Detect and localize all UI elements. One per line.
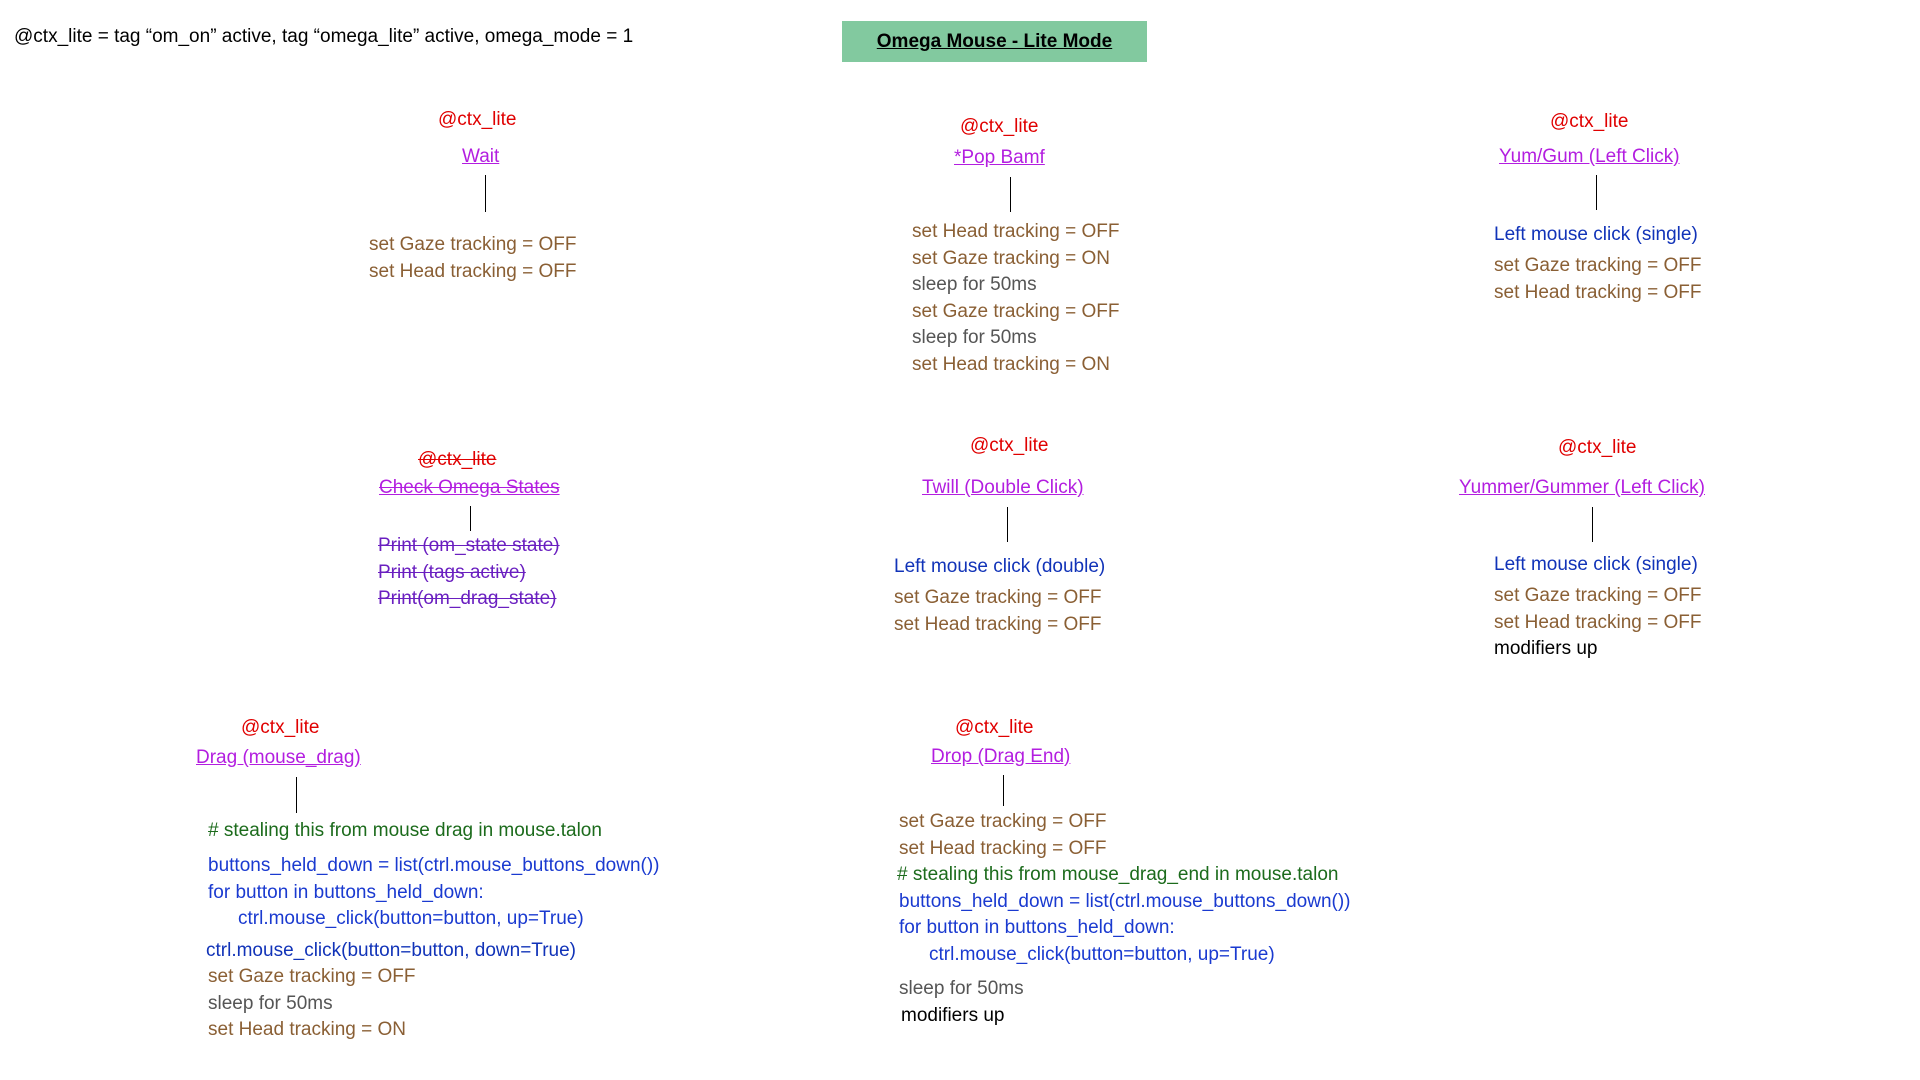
node-drop-command: Drop (Drag End) bbox=[931, 746, 1071, 767]
context-legend: @ctx_lite = tag “om_on” active, tag “omega_lite” active, omega_mode = 1 bbox=[14, 26, 634, 47]
connector-line bbox=[1007, 507, 1008, 542]
connector-line bbox=[1010, 177, 1011, 212]
node-twill-actions bbox=[894, 554, 1105, 638]
connector-line bbox=[1596, 175, 1597, 210]
action-line: sleep for 50ms bbox=[899, 978, 1024, 999]
node-check-states-actions bbox=[378, 533, 560, 613]
action-line: Left mouse click (double) bbox=[894, 556, 1106, 577]
action-line: set Gaze tracking = OFF bbox=[1494, 255, 1702, 276]
action-line: modifiers up bbox=[1494, 638, 1598, 659]
code-line: for button in buttons_held_down: bbox=[899, 917, 1175, 938]
node-yummer-gummer-actions bbox=[1494, 552, 1702, 663]
node-check-states-command: Check Omega States bbox=[379, 477, 560, 498]
node-pop-bamf-context: @ctx_lite bbox=[960, 116, 1039, 137]
action-line: set Head tracking = OFF bbox=[369, 260, 577, 282]
code-line: ctrl.mouse_click(button=button, up=True) bbox=[929, 943, 1275, 965]
code-line: buttons_held_down = list(ctrl.mouse_buttons_down()) bbox=[899, 890, 1351, 912]
action-line: set Gaze tracking = OFF bbox=[1494, 585, 1702, 606]
node-check-states-context: @ctx_lite bbox=[418, 449, 497, 470]
node-drop-actions bbox=[899, 809, 1351, 1029]
code-line: ctrl.mouse_click(button=button, down=True) bbox=[206, 939, 576, 961]
connector-line bbox=[470, 506, 471, 531]
node-drag-command: Drag (mouse_drag) bbox=[196, 747, 361, 768]
node-yum-gum-command: Yum/Gum (Left Click) bbox=[1499, 146, 1680, 167]
action-line: Left mouse click (single) bbox=[1494, 224, 1698, 245]
action-line: Left mouse click (single) bbox=[1494, 554, 1698, 575]
action-line: set Head tracking = OFF bbox=[912, 221, 1120, 242]
connector-line bbox=[1003, 775, 1004, 806]
action-line: set Gaze tracking = ON bbox=[912, 247, 1110, 269]
node-yum-gum-actions bbox=[1494, 222, 1702, 306]
action-line: set Gaze tracking = OFF bbox=[912, 300, 1120, 322]
node-twill-context: @ctx_lite bbox=[970, 435, 1049, 456]
action-line: set Gaze tracking = OFF bbox=[899, 811, 1107, 832]
code-line: for button in buttons_held_down: bbox=[208, 881, 484, 903]
code-line: ctrl.mouse_click(button=button, up=True) bbox=[238, 908, 584, 929]
action-line: set Head tracking = OFF bbox=[894, 613, 1102, 635]
node-yummer-gummer-command: Yummer/Gummer (Left Click) bbox=[1459, 477, 1705, 498]
diagram-title: Omega Mouse - Lite Mode bbox=[876, 30, 1113, 52]
action-line: set Gaze tracking = OFF bbox=[369, 234, 577, 255]
action-line: set Head tracking = ON bbox=[912, 353, 1111, 375]
connector-line bbox=[485, 175, 486, 212]
action-line: set Head tracking = OFF bbox=[1494, 611, 1702, 633]
connector-line bbox=[296, 777, 297, 813]
node-yummer-gummer-context: @ctx_lite bbox=[1558, 437, 1637, 458]
action-line: sleep for 50ms bbox=[912, 327, 1037, 348]
action-line: Print (tags active) bbox=[378, 561, 526, 583]
action-line: sleep for 50ms bbox=[208, 992, 333, 1014]
node-drag-actions bbox=[208, 818, 660, 1044]
action-line: Print (om_state state) bbox=[378, 535, 560, 556]
diagram-title-box bbox=[842, 21, 1147, 62]
node-drop-context: @ctx_lite bbox=[955, 717, 1034, 738]
action-line: set Head tracking = ON bbox=[208, 1019, 407, 1040]
action-line: sleep for 50ms bbox=[912, 274, 1037, 295]
node-pop-bamf-command: *Pop Bamf bbox=[954, 147, 1045, 168]
action-line: set Gaze tracking = OFF bbox=[894, 587, 1102, 608]
connector-line bbox=[1592, 507, 1593, 542]
action-line: set Head tracking = OFF bbox=[1494, 281, 1702, 303]
node-wait-actions bbox=[369, 232, 577, 285]
action-line: set Head tracking = OFF bbox=[899, 837, 1107, 859]
action-line: modifiers up bbox=[901, 1004, 1005, 1026]
node-pop-bamf-actions bbox=[912, 219, 1120, 378]
node-twill-command: Twill (Double Click) bbox=[922, 477, 1084, 498]
code-line: buttons_held_down = list(ctrl.mouse_buttons_down()) bbox=[208, 855, 660, 876]
comment-line: # stealing this from mouse_drag_end in mouse.talon bbox=[897, 864, 1339, 885]
action-line: set Gaze tracking = OFF bbox=[208, 966, 416, 987]
comment-line: # stealing this from mouse drag in mouse.talon bbox=[208, 820, 602, 841]
node-drag-context: @ctx_lite bbox=[241, 717, 320, 738]
node-wait-command: Wait bbox=[462, 146, 500, 167]
action-line: Print(om_drag_state) bbox=[378, 588, 557, 609]
node-yum-gum-context: @ctx_lite bbox=[1550, 111, 1629, 132]
node-wait-context: @ctx_lite bbox=[438, 109, 517, 130]
